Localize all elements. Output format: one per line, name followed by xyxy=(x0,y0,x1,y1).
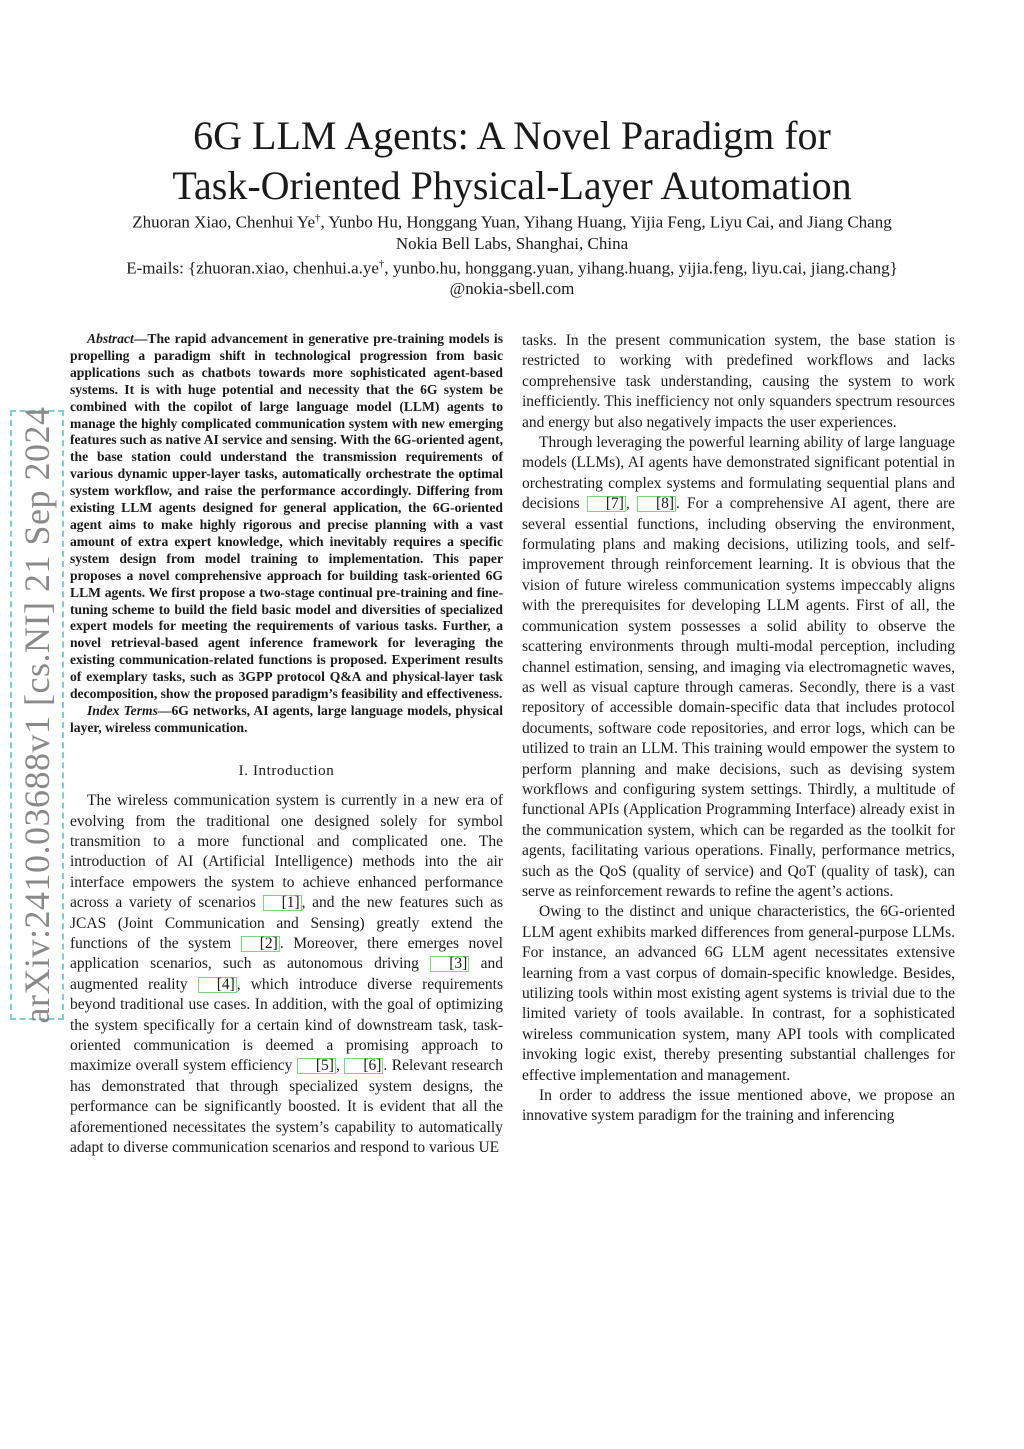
intro-paragraph-1: The wireless communication system is currently in a new era of evolving from the traditional one designed solely for symbol transmition to a more functional and complicated one. The introduction of AI (Artificial Intelligence) methods into the air interface empowers the system to achieve enhanced performance across a variety of scenarios [1] , and the new features such as JCAS (Joint Communication and Sensing) greatly extend the functions of the system [2] . Moreover, there emerges novel application scenarios, such as autonomous driving [3] and augmented reality [4] , which introduce diverse requirements beyond traditional use cases. In addition, with the goal of optimizing the system specifically for a certain kind of downstream task, task-oriented communication is deemed a promising approach to maximize overall system efficiency [5] , [6] . Relevant research has demonstrated that through specialized system designs, the performance can be significantly boosted. It is evident that all the aforementioned necessitates the system’s capability to automatically adapt to diverse communication scenarios and respond to various UE xyxy=(70,792,504,1157)
left-column xyxy=(70,331,503,1158)
title-line-1: 6G LLM Agents: A Novel Paradigm for xyxy=(193,112,831,158)
intro-paragraph-1-continued: tasks. In the present communication system, the base station is restricted to working with predefined workflows and lacks comprehensive task understanding, causing the system to work inefficiently. This inefficiency not only squanders spectrum resources and energy but also negatively impacts the user experiences. xyxy=(522,332,955,431)
emails: E-mails: {zhuoran.xiao, chenhui.a.ye†, yunbo.hu, honggang.yuan, yihang.huang, yijia.feng, liyu.cai, jiang.chang} xyxy=(126,257,898,278)
index-terms-text: —6G networks, AI agents, large language models, physical layer, wireless communication. xyxy=(70,702,503,735)
title-line-2: Task-Oriented Physical-Layer Automation xyxy=(172,162,852,208)
affiliation: Nokia Bell Labs, Shanghai, China xyxy=(395,233,629,253)
abstract xyxy=(70,331,503,703)
citation-link[interactable]: [5] xyxy=(297,1058,336,1074)
citation-link[interactable]: [7] xyxy=(587,496,626,512)
citation-link[interactable]: [1] xyxy=(263,895,302,911)
section-heading: I. Introduction xyxy=(238,762,335,779)
index-terms-label: Index Terms xyxy=(87,702,158,718)
abstract-text: —The rapid advancement in generative pre-training models is propelling a paradigm shift in technological progression from basic applications such as chatbots towards more sophisticated agent-based systems. It is with huge potential and necessity that the 6G system be combined with the copilot of large language model (LLM) agents to manage the highly complicated communication system with new emerging features such as native AI service and sensing. With the 6G-oriented agent, the base station could understand the transmission requirements of various dynamic upper-layer tasks, automatically orchestrate the optimal system workflow, and raise the performance accordingly. Differing from existing LLM agents designed for general application, the 6G-oriented agent aims to make highly rigorous and precise planning with a vast amount of extra expert knowledge, which inevitably requires a specific system design from model training to implementation. This paper proposes a novel comprehensive approach for building task-oriented 6G LLM agents. We first propose a two-stage continual pre-training and fine-tuning scheme to build the field basic model and diversities of specialized expert models for meeting the requirements of various tasks. Further, a novel retrieval-based agent inference framework for leveraging the existing communication-related functions is proposed. Experiment results of exemplary tasks, such as 3GPP protocol Q&A and physical-layer task decomposition, show the proposed paradigm’s feasibility and effectiveness. xyxy=(70,331,503,702)
right-column xyxy=(522,331,955,1127)
paper-title xyxy=(0,111,1024,211)
citation-link[interactable]: [8] xyxy=(637,496,676,512)
citation-link[interactable]: [6] xyxy=(344,1058,383,1074)
intro-paragraph-2: Through leveraging the powerful learning ability of large language models (LLMs), AI agents have demonstrated significant potential in orchestrating complex systems and formulating sequential plans and decisions [7] , [8] . For a comprehensive AI agent, there are several essential functions, including observing the environment, formulating plans and making decisions, utilizing tools, and self-improvement through reinforcement learning. It is obvious that the vision of future wireless communication systems impeccably aligns with the prerequisites for developing LLM agents. First of all, the communication system possesses a solid ability to observe the scattering environments through multi-modal perception, including channel estimation, sensing, and imaging via electromagnetic waves, as well as visual capture through cameras. Secondly, there is a vast repository of accessible domain-specific data that includes protocol documents, software code repositories, and error logs, which can be utilized to train an LLM. This training would empower the system to perform planning and make decisions, such as devising system workflows and configuring system settings. Thirdly, a multitude of functional APIs (Application Programming Interface) already exist in the communication system, which can be regarded as the toolkit for agents, facilitating various operations. Finally, performance metrics, such as the QoS (quality of service) and QoT (quality of task), can serve as reinforcement rewards to refine the agent’s actions. xyxy=(522,434,956,900)
author-block xyxy=(0,208,1024,299)
citation-link[interactable]: [4] xyxy=(198,977,237,993)
abstract-label: Abstract xyxy=(87,331,134,346)
citation-link[interactable]: [2] xyxy=(241,936,280,952)
citation-link[interactable]: [3] xyxy=(430,956,469,972)
index-terms xyxy=(70,703,503,737)
author-names: Zhuoran Xiao, Chenhui Ye†, Yunbo Hu, Honggang Yuan, Yihang Huang, Yijia Feng, Liyu Cai, and Jiang Chang xyxy=(132,212,892,232)
intro-paragraph-3: Owing to the distinct and unique characteristics, the 6G-oriented LLM agent exhibits marked differences from general-purpose LLMs. For instance, an advanced 6G LLM agent necessitates extensive learning from a vast corpus of domain-specific knowledge. Besides, utilizing tools within most existing agent systems is trivial due to the limited variety of tools available. In contrast, for a sophisticated wireless communication system, many API tools with complicated invoking logic exist, thereby presenting substantial challenges for effective implementation and management. xyxy=(522,903,955,1084)
intro-paragraph-4: In order to address the issue mentioned above, we propose an innovative system paradigm for the training and inferencing xyxy=(522,1087,955,1125)
arxiv-stamp: arXiv:2410.03688v1 [cs.NI] 21 Sep 2024 xyxy=(10,410,64,1020)
email-domain: @nokia-sbell.com xyxy=(449,279,575,299)
